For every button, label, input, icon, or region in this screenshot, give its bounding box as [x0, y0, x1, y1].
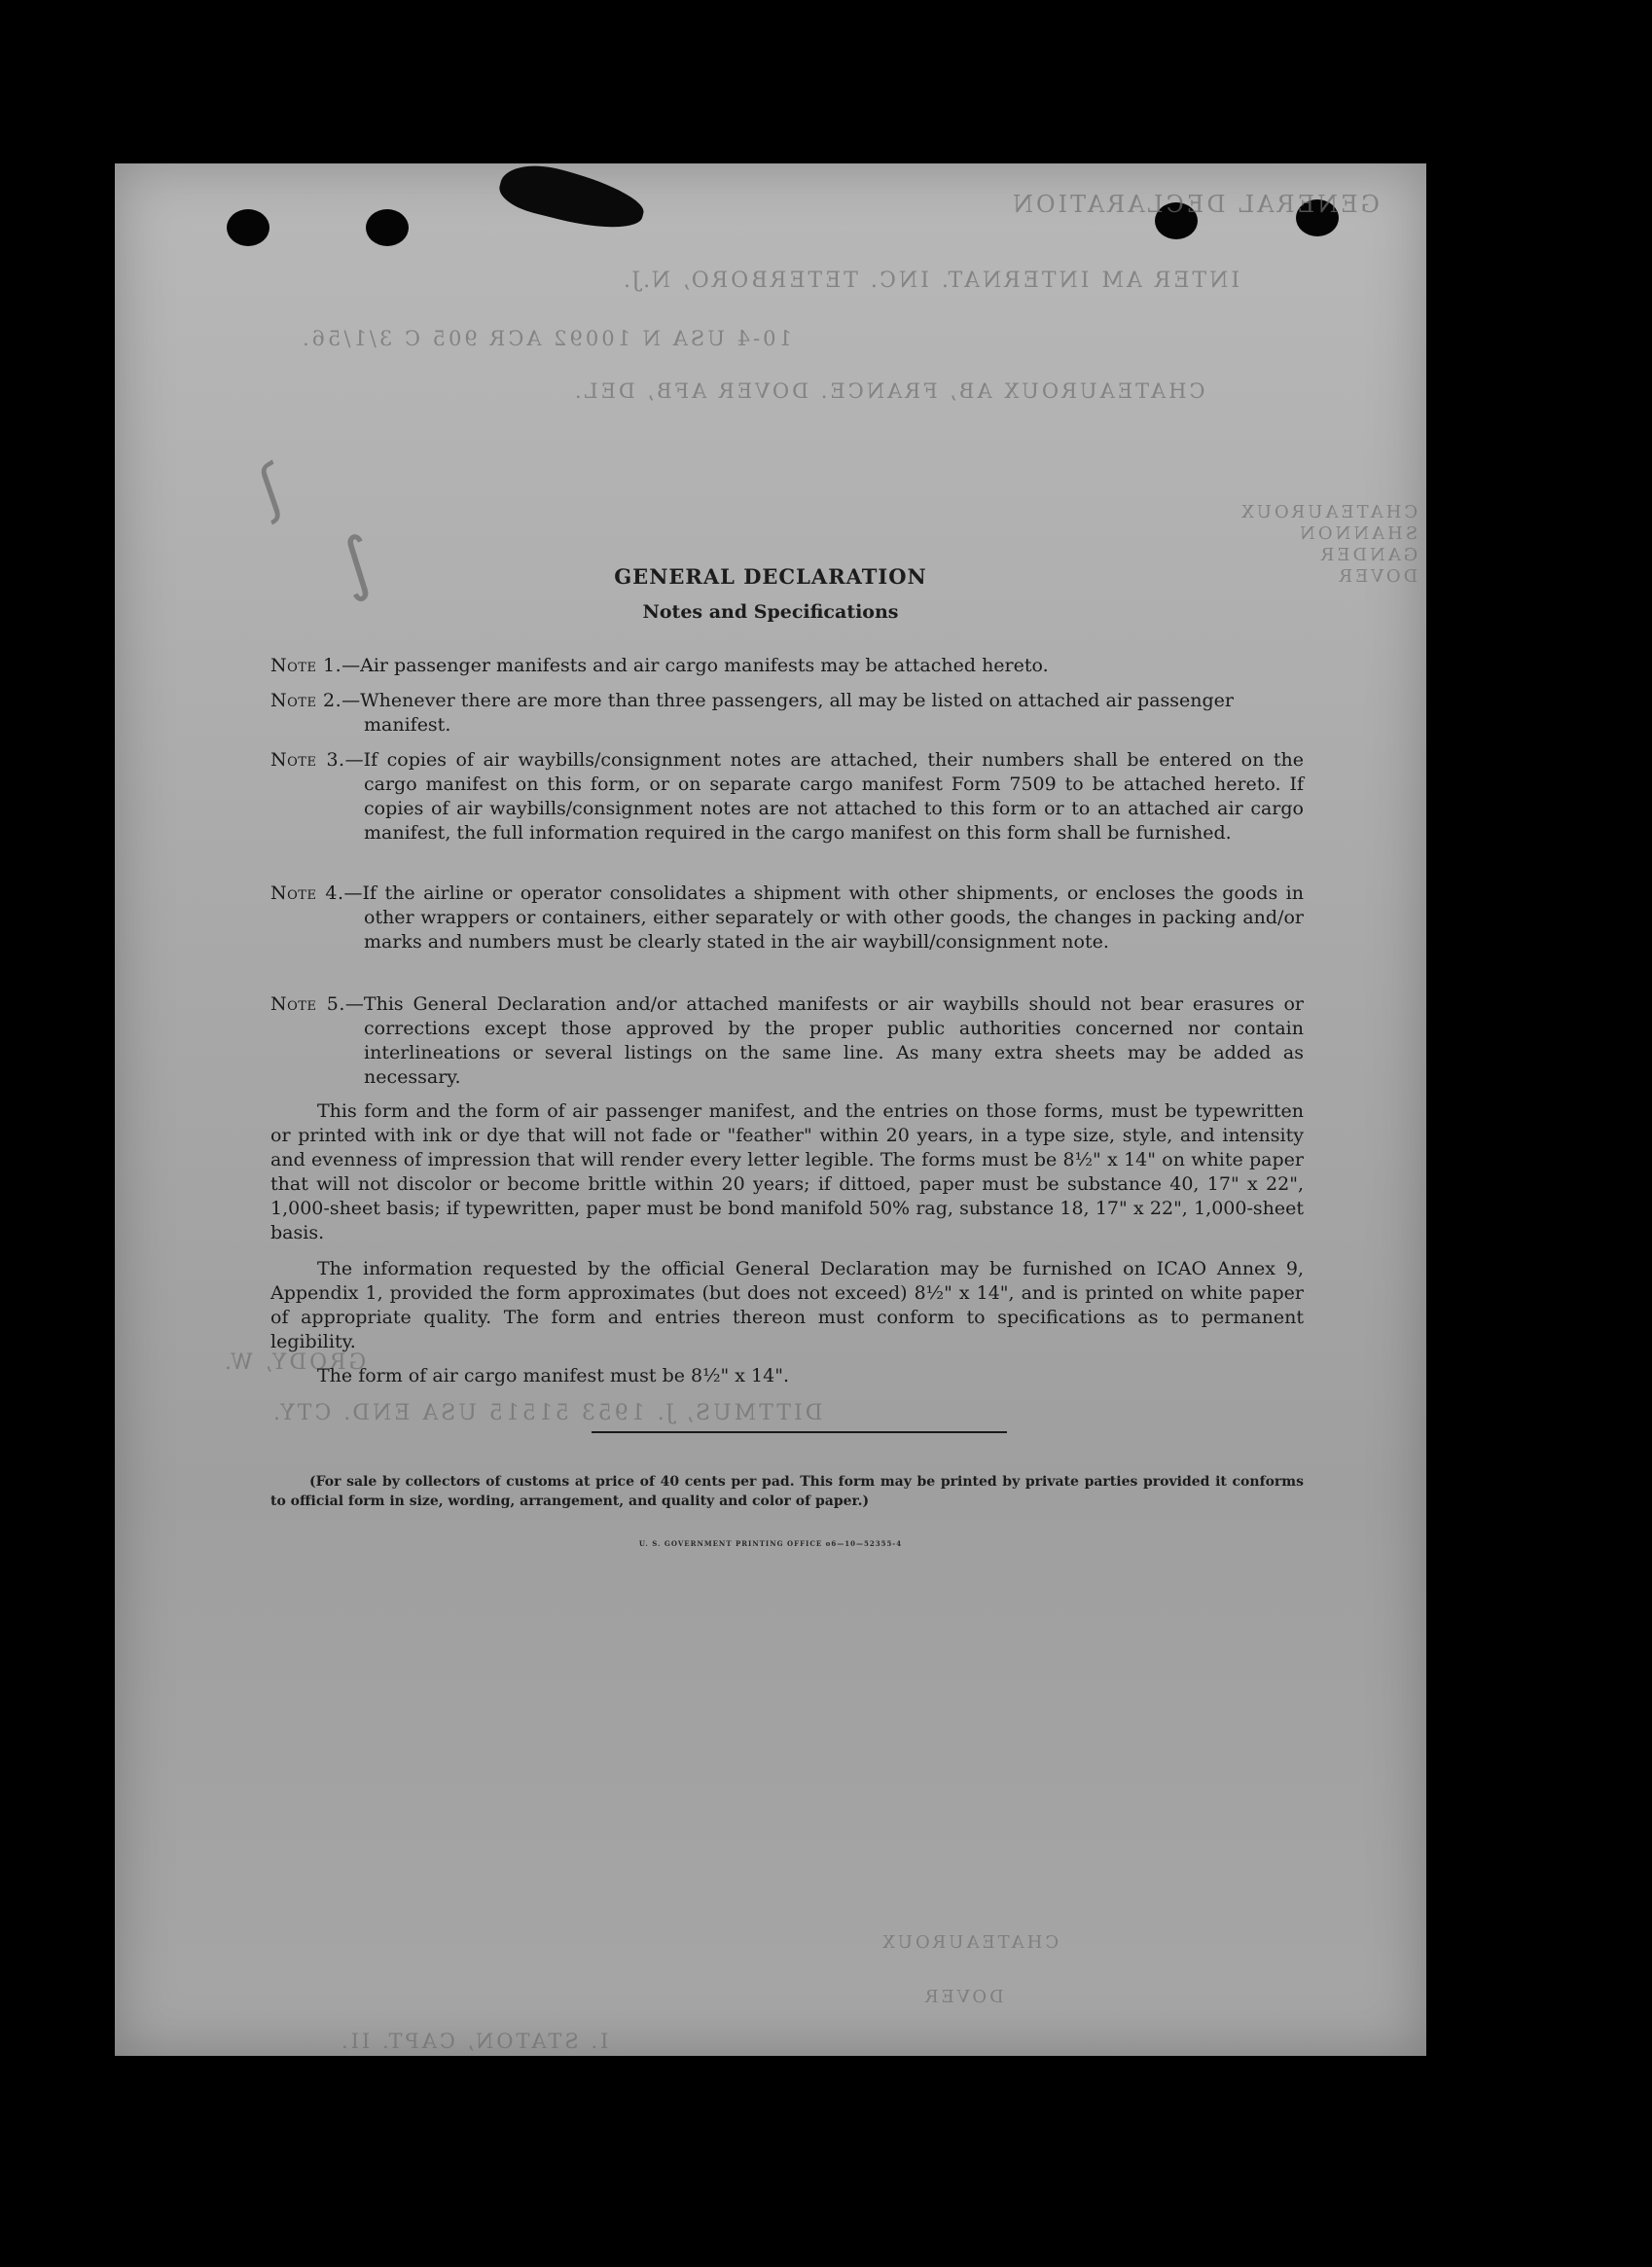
sale-notice: (For sale by collectors of customs at price of 40 cents per pad. This form may be printed by private parties provided it conforms to official form in size, wording, arrangement, and quality and color of paper.): [270, 1474, 1304, 1509]
handwriting-mark: ʃ: [244, 454, 297, 524]
bleed-signature: I. STATON, CAPT. II.: [339, 2030, 609, 2053]
note-3: [270, 748, 1304, 846]
note-2: [270, 689, 1304, 738]
bleed-stack: CHATEAUROUX SHANNON GANDER DOVER: [1239, 502, 1419, 587]
bleed-row2: DITTMUS, J. 1953 51515 USA END. CTY.: [270, 1401, 823, 1425]
note-text: —Whenever there are more than three passengers, all may be listed on attached air passenger manifest.: [341, 690, 1234, 736]
bleed-header: GENERAL DECLARATION: [1010, 191, 1380, 218]
document-page: [115, 163, 1426, 2056]
bleed-line2: 10-4 USA N 10092 ACR 905 C 3/1/56.: [300, 327, 792, 350]
handwriting-mark: ∫: [326, 520, 387, 607]
bleed-bottom1: CHATEAUROUX: [880, 1932, 1059, 1953]
note-label: Note 4.: [270, 882, 344, 904]
note-5: [270, 992, 1304, 1090]
note-4: [270, 882, 1304, 954]
note-label: Note 1.: [270, 655, 342, 676]
paper-tear: [495, 163, 649, 238]
paragraph-icao: The information requested by the official General Declaration may be furnished on ICAO Annex 9, Appendix 1, provided the form approximates (but does not exceed) 8½" x 14", and is printed on white paper of appropriate quality. The form and entries thereon must conform to specifications as to permanent legibility.: [270, 1258, 1304, 1352]
note-text: —Air passenger manifests and air cargo manifests may be attached hereto.: [341, 655, 1049, 676]
note-1: [270, 654, 1304, 678]
bleed-row1: GRODY, W.: [222, 1350, 367, 1375]
paragraph-form-requirements: This form and the form of air passenger manifest, and the entries on those forms, must be typewritten or printed with ink or dye that will not fade or "feather" within 20 years, in a type size, style, and intensity and evenness of impression that will render every letter legible. The forms must be 8½" x 14" on white paper that will not discolor or become brittle within 20 years; if dittoed, paper must be substance 40, 17" x 22", 1,000-sheet basis; if typewritten, paper must be bond manifold 50% rag, substance 18, 17" x 22", 1,000-sheet basis.: [270, 1100, 1304, 1243]
paragraph-cargo-manifest: The form of air cargo manifest must be 8½" x 14".: [317, 1365, 790, 1386]
punch-hole: [366, 209, 409, 246]
page-subtitle: Notes and Specifications: [642, 601, 899, 623]
note-text: —If copies of air waybills/consignment notes are attached, their numbers shall be entered on the cargo manifest on this form, or on separate cargo manifest Form 7509 to be attached hereto. If copies of air waybills/consignment notes are not attached to this form or to an attached air cargo manifest, the full information required in the cargo manifest on this form shall be furnished.: [344, 749, 1304, 844]
punch-hole: [227, 209, 269, 246]
note-label: Note 5.: [270, 993, 345, 1015]
note-text: —This General Declaration and/or attached manifests or air waybills should not bear erasures or corrections except those approved by the proper public authorities concerned nor contain interlineations or several listings on the same line. As many extra sheets may be added as necessary.: [344, 993, 1304, 1088]
note-label: Note 3.: [270, 749, 345, 771]
printer-line: U. S. GOVERNMENT PRINTING OFFICE o6—10—52355-4: [638, 1539, 903, 1548]
bleed-line3: CHATEAUROUX AB, FRANCE. DOVER AFB, DEL.: [572, 379, 1205, 403]
divider-rule: [592, 1431, 1007, 1433]
note-label: Note 2.: [270, 690, 342, 711]
bleed-line1: INTER AM INTERNAT. INC. TETERBORO, N.J.: [621, 269, 1240, 293]
page-title: GENERAL DECLARATION: [614, 564, 927, 589]
note-text: —If the airline or operator consolidates a shipment with other shipments, or encloses the goods in other wrappers or containers, either separately or with other goods, the changes in packing and/or marks and numbers must be clearly stated in the air waybill/consignment note.: [343, 882, 1304, 953]
bleed-bottom2: DOVER: [922, 1987, 1004, 2007]
